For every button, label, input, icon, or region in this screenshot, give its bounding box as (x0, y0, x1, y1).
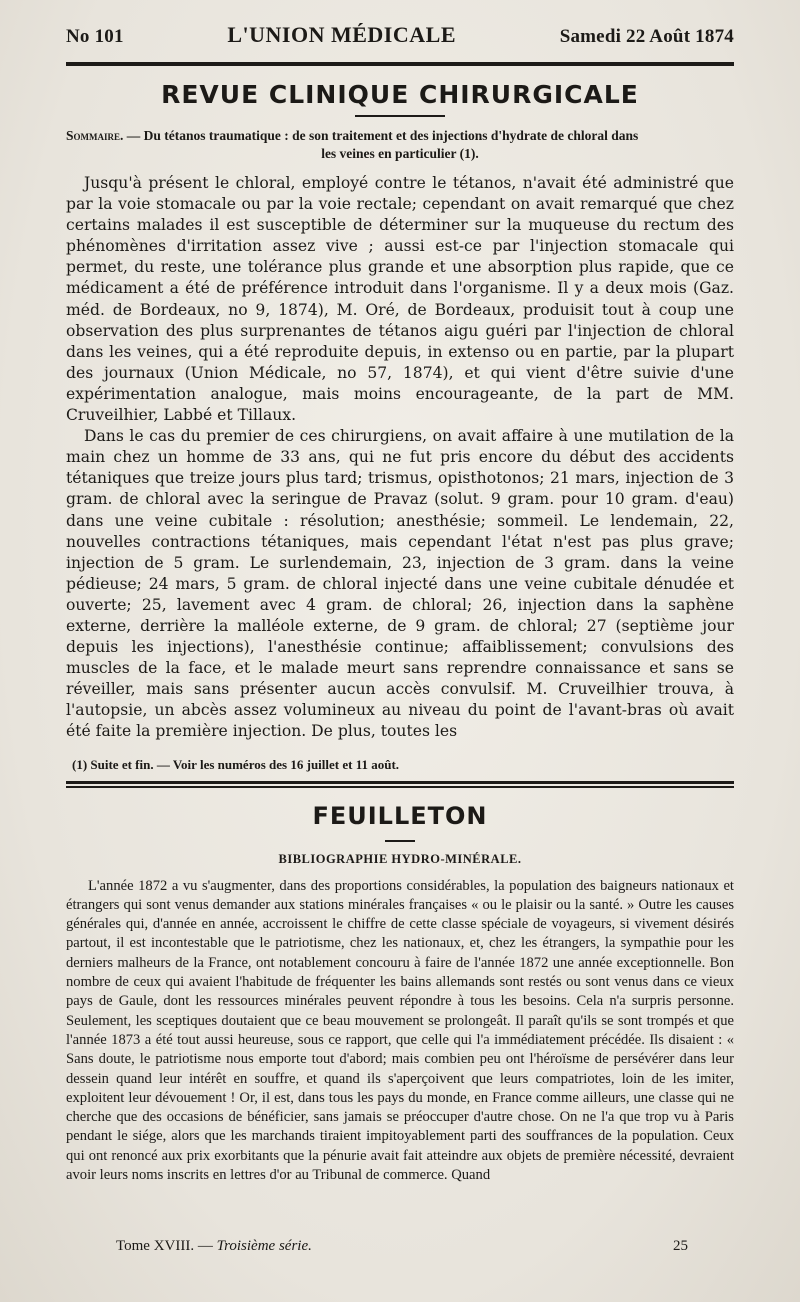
summary-label: Sommaire. (66, 128, 124, 143)
summary-text: — Du tétanos traumatique : de son traitement et des injections d'hydrate de chloral dans (126, 128, 639, 143)
feuilleton-body (66, 877, 734, 1186)
feuilleton-rule (66, 781, 734, 784)
page-header (66, 22, 734, 48)
series-label: Troisième série. (216, 1238, 312, 1254)
header-rule (66, 62, 734, 66)
volume-info (116, 1238, 312, 1255)
section-divider (355, 115, 445, 117)
footnote: (1) Suite et fin. — Voir les numéros des 16 juillet et 11 août. (72, 756, 400, 772)
page-footer (116, 1238, 688, 1255)
journal-title: L'UNION MÉDICALE (227, 22, 456, 47)
section-title: REVUE CLINIQUE CHIRURGICALE (161, 80, 639, 109)
feuilleton-subtitle: BIBLIOGRAPHIE HYDRO-MINÉRALE. (278, 851, 522, 866)
issue-number: No 101 (66, 26, 124, 47)
summary-continuation: les veines en particulier (1). (321, 146, 479, 161)
feuilleton-divider (385, 840, 415, 842)
feuilleton-title: FEUILLETON (312, 801, 488, 830)
feuilleton-paragraph: L'année 1872 a vu s'augmenter, dans des proportions considérables, la population des baigneurs nationaux et étrangers qui sont venus demander aux stations minérales françaises « ou le plaisir ou la santé. » Outre les causes générales qui, d'année en année, accroissent le chiffre de cette classe spéciale de voyageurs, si vivement désirés partout, il est incontestable que le patriotisme, chez les nationaux, et, chez les étrangers, la sympathie pour les derniers malheurs de la France, ont notablement concouru à faire de l'année 1872 une année exceptionnelle. Bon nombre de ceux qui avaient l'habitude de fréquenter les bains allemands sont restés ou sont venus dans ce vieux pays de Gaule, dont les ressources minérales peuvent répondre à tous les besoins. Cela n'a surpris personne. Seulement, les sceptiques doutaient que ce beau mouvement se prolongeât. Il paraît qu'ils se sont trompés et que l'année 1873 a été tout aussi heureuse, sous ce rapport, que celle qui l'a immédiatement précédée. Ils disaient : « Sans doute, le patriotisme nous emporte tout d'abord; mais combien peu ont l'héroïsme de persévérer dans leur dessein quand leur intérêt en souffre, et quand ils s'aperçoivent que leurs compatriotes, loin de les imiter, exploitent leur dévouement ! Or, il est, dans tous les pays du monde, en France comme ailleurs, une classe qui ne cherche que des occasions de bénéficier, sans jamais se préoccuper d'autre chose. On ne l'a que trop vu à Paris pendant le siége, alors que les marchands tiraient impitoyablement parti des souffrances de la population. Ceux qui ont renoncé aux prix exorbitants que la pénurie avait fait atteindre aux objets de première nécessité, devraient avoir leurs noms inscrits en lettres d'or au Tribunal de commerce. Quand (66, 877, 734, 1183)
issue-date: Samedi 22 Août 1874 (559, 26, 734, 47)
volume-label: Tome XVIII. — (116, 1238, 213, 1254)
article-paragraph: Jusqu'à présent le chloral, employé contre le tétanos, n'avait été administré que par la voie stomacale ou par la voie rectale; cependant on avait remarqué que chez certains malades il est susceptible de déterminer sur la muqueuse du rectum des phénomènes d'irritation assez vive ; aussi est-ce par l'injection stomacale qui permet, du reste, une tolérance plus grande et une absorption plus rapide, que ce médicament a été de préférence introduit dans l'organisme. Il y a deux mois (Gaz. méd. de Bordeaux, no 9, 1874), M. Oré, de Bordeaux, produisit tout à coup une observation des plus surprenantes de tétanos aigu guéri par l'injection de chloral dans les veines, qui a été reproduite depuis, in extenso ou en partie, par la plupart des journaux (Union Médicale, no 57, 1874), et qui vient d'être suivie d'une expérimentation analogue, mais moins encourageante, de la part de MM. Cruveilhier, Labbé et Tillaux. (66, 174, 734, 425)
article-paragraph: Dans le cas du premier de ces chirurgiens, on avait affaire à une mutilation de la main chez un homme de 33 ans, qui ne fut pris encore du début des accidents tétaniques que treize jours plus tard; trismus, opisthotonos; 21 mars, injection de 3 gram. de chloral avec la seringue de Pravaz (solut. 9 gram. pour 10 gram. d'eau) dans une veine cubitale : résolution; anesthésie; sommeil. Le lendemain, 22, nouvelles contractions tétaniques, mais cependant l'état n'est pas plus grave; injection de 5 gram. Le surlendemain, 23, injection de 3 gram. dans la veine pédieuse; 24 mars, 5 gram. de chloral injecté dans une veine cubitale dénudée et ouverte; 25, lavement avec 4 gram. de chloral; 26, injection dans la saphène externe, derrière la malléole externe, de 9 gram. de chloral; 27 (septième jour depuis les injections), l'anesthésie continue; affaiblissement; convulsions des muscles de la face, et le malade meurt sans reprendre connaissance et sans se réveiller, mais sans présenter aucun accès convulsif. M. Cruveilhier trouva, à l'autopsie, un abcès assez volumineux au niveau du point de l'avant-bras où avait été faite la première injection. De plus, toutes les (66, 427, 734, 741)
summary (66, 127, 734, 163)
article-body (66, 173, 734, 743)
page-number: 25 (673, 1238, 688, 1254)
feuilleton-rule-secondary (66, 786, 734, 788)
